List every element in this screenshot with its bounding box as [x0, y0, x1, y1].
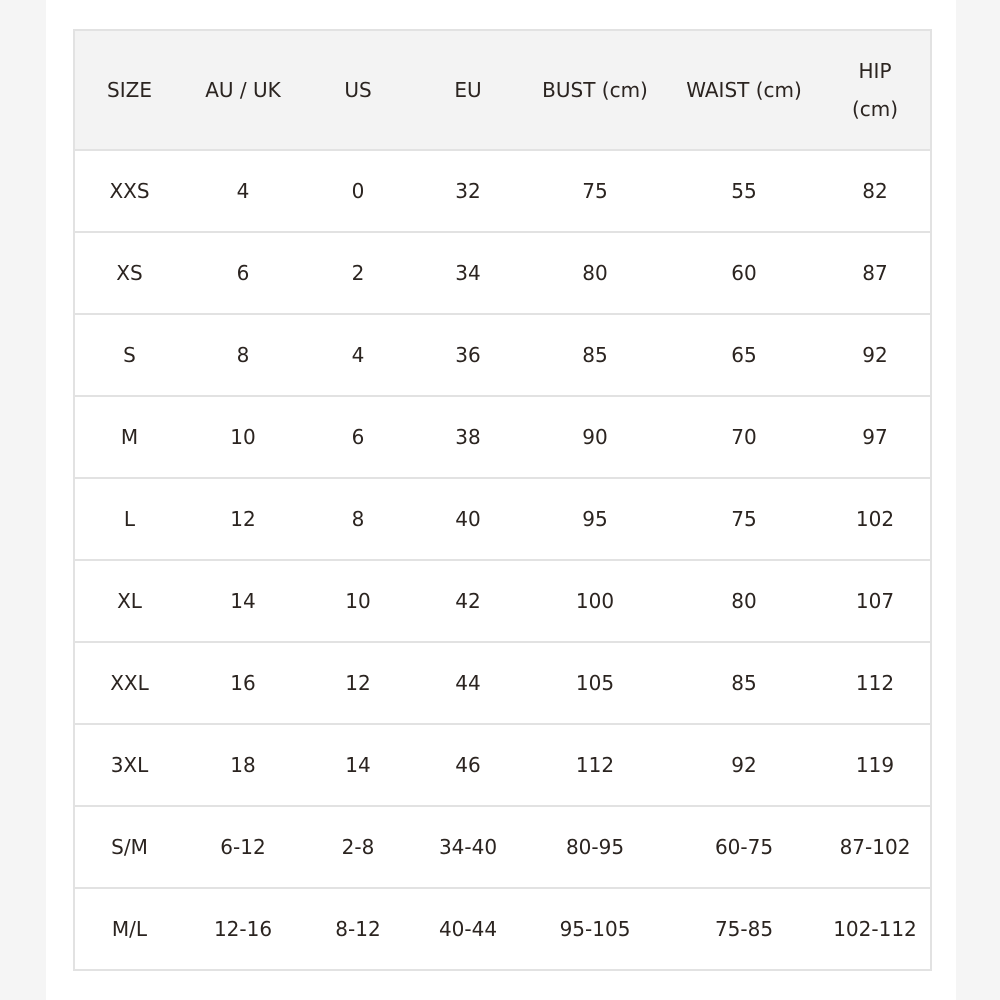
header-hip: HIP (cm): [820, 30, 931, 150]
table-row: [74, 724, 931, 806]
table-row: [74, 150, 931, 232]
cell-us: 8-12: [302, 888, 414, 970]
cell-hip: 119: [820, 724, 931, 806]
cell-bust: 85: [522, 314, 668, 396]
cell-waist: 75: [668, 478, 820, 560]
cell-au-uk: 12-16: [184, 888, 302, 970]
cell-bust: 105: [522, 642, 668, 724]
cell-us: 2-8: [302, 806, 414, 888]
cell-bust: 112: [522, 724, 668, 806]
cell-waist: 60-75: [668, 806, 820, 888]
cell-hip: 82: [820, 150, 931, 232]
cell-bust: 75: [522, 150, 668, 232]
cell-hip: 102-112: [820, 888, 931, 970]
cell-au-uk: 6-12: [184, 806, 302, 888]
cell-hip: 97: [820, 396, 931, 478]
header-size: SIZE: [74, 30, 184, 150]
cell-us: 4: [302, 314, 414, 396]
cell-size: M: [74, 396, 184, 478]
cell-au-uk: 12: [184, 478, 302, 560]
cell-eu: 44: [414, 642, 522, 724]
cell-eu: 34: [414, 232, 522, 314]
cell-au-uk: 8: [184, 314, 302, 396]
header-eu: EU: [414, 30, 522, 150]
cell-waist: 92: [668, 724, 820, 806]
cell-size: M/L: [74, 888, 184, 970]
table-row: [74, 396, 931, 478]
cell-eu: 34-40: [414, 806, 522, 888]
header-us: US: [302, 30, 414, 150]
cell-hip: 92: [820, 314, 931, 396]
cell-eu: 46: [414, 724, 522, 806]
cell-waist: 55: [668, 150, 820, 232]
table-row: [74, 888, 931, 970]
cell-eu: 40: [414, 478, 522, 560]
cell-us: 10: [302, 560, 414, 642]
cell-hip: 107: [820, 560, 931, 642]
table-row: [74, 232, 931, 314]
cell-eu: 40-44: [414, 888, 522, 970]
cell-size: L: [74, 478, 184, 560]
cell-bust: 95-105: [522, 888, 668, 970]
table-row: [74, 642, 931, 724]
cell-waist: 60: [668, 232, 820, 314]
cell-bust: 80-95: [522, 806, 668, 888]
cell-us: 12: [302, 642, 414, 724]
cell-hip: 87-102: [820, 806, 931, 888]
cell-us: 2: [302, 232, 414, 314]
cell-au-uk: 6: [184, 232, 302, 314]
cell-us: 0: [302, 150, 414, 232]
cell-bust: 95: [522, 478, 668, 560]
cell-au-uk: 4: [184, 150, 302, 232]
cell-waist: 75-85: [668, 888, 820, 970]
cell-bust: 100: [522, 560, 668, 642]
header-bust: BUST (cm): [522, 30, 668, 150]
cell-us: 8: [302, 478, 414, 560]
cell-au-uk: 10: [184, 396, 302, 478]
header-au-uk: AU / UK: [184, 30, 302, 150]
cell-us: 6: [302, 396, 414, 478]
cell-size: 3XL: [74, 724, 184, 806]
cell-au-uk: 16: [184, 642, 302, 724]
cell-eu: 36: [414, 314, 522, 396]
cell-hip: 102: [820, 478, 931, 560]
table-row: [74, 560, 931, 642]
cell-waist: 65: [668, 314, 820, 396]
cell-hip: 87: [820, 232, 931, 314]
table-row: [74, 478, 931, 560]
cell-size: XL: [74, 560, 184, 642]
cell-us: 14: [302, 724, 414, 806]
cell-size: XXS: [74, 150, 184, 232]
cell-waist: 80: [668, 560, 820, 642]
cell-au-uk: 14: [184, 560, 302, 642]
cell-hip: 112: [820, 642, 931, 724]
cell-bust: 90: [522, 396, 668, 478]
cell-waist: 85: [668, 642, 820, 724]
table-row: [74, 314, 931, 396]
size-chart-table: [73, 29, 932, 971]
header-row: [74, 30, 931, 150]
header-waist: WAIST (cm): [668, 30, 820, 150]
cell-size: XS: [74, 232, 184, 314]
cell-size: S: [74, 314, 184, 396]
cell-eu: 32: [414, 150, 522, 232]
cell-eu: 38: [414, 396, 522, 478]
table-row: [74, 806, 931, 888]
cell-size: XXL: [74, 642, 184, 724]
cell-bust: 80: [522, 232, 668, 314]
cell-eu: 42: [414, 560, 522, 642]
cell-au-uk: 18: [184, 724, 302, 806]
cell-waist: 70: [668, 396, 820, 478]
cell-size: S/M: [74, 806, 184, 888]
